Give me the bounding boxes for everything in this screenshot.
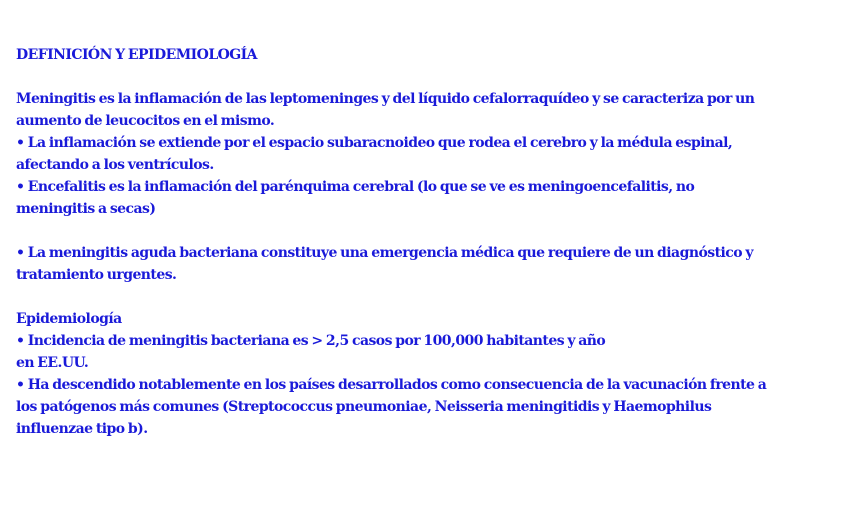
document-body <box>16 44 816 440</box>
epidemiology-heading: Epidemiología <box>16 311 122 327</box>
emergency-bullet: • La meningitis aguda bacteriana constituye una emergencia médica que requiere de un diagnóstico y tratamiento urgentes. <box>16 245 753 283</box>
definition-intro: Meningitis es la inflamación de las leptomeninges y del líquido cefalorraquídeo y se caracteriza por un aumento de leucocitos en el mismo. <box>16 91 755 129</box>
section-title: DEFINICIÓN Y EPIDEMIOLOGÍA <box>16 47 257 63</box>
definition-bullet-inflammation: • La inflamación se extiende por el espacio subaracnoideo que rodea el cerebro y la médula espinal, afectando a los ventrículos. <box>16 135 733 173</box>
definition-bullet-encephalitis: • Encefalitis es la inflamación del parénquima cerebral (lo que se ve es meningoencefalitis, no meningitis a secas) <box>16 179 695 217</box>
epidemiology-bullet-vaccination: • Ha descendido notablemente en los países desarrollados como consecuencia de la vacunación frente a los patógenos más comunes (Streptococcus pneumoniae, Neisseria meningitidis y Haemophilus influenzae tipo b). <box>16 377 767 437</box>
epidemiology-bullet-incidence: • Incidencia de meningitis bacteriana es > 2,5 casos por 100,000 habitantes y año en EE.UU. <box>16 333 606 371</box>
